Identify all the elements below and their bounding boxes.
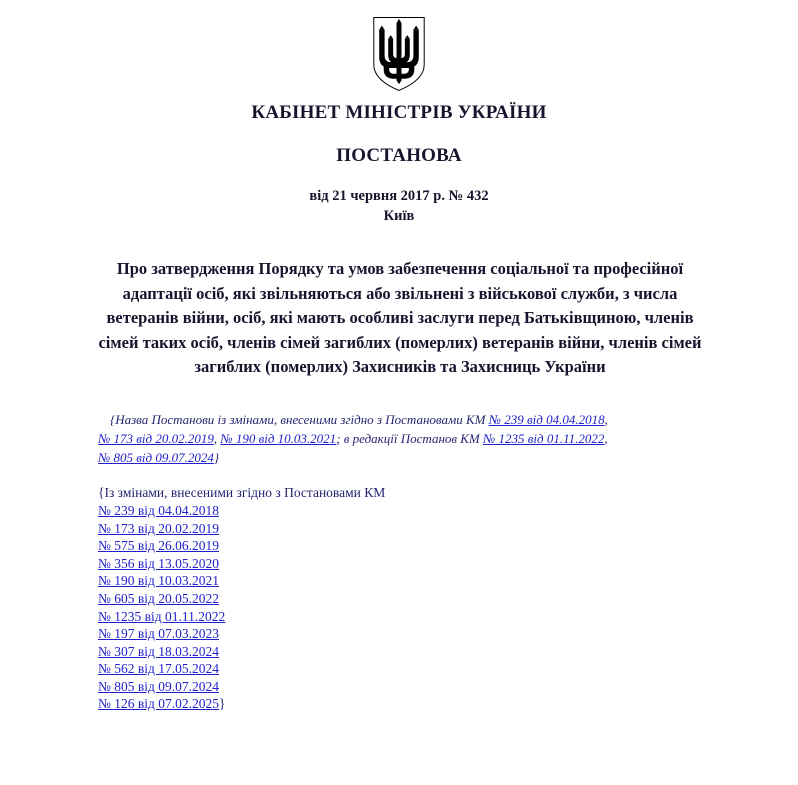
amendment-link-356[interactable]: № 356 від 13.05.2020 bbox=[98, 555, 219, 571]
amendment-list-lead: {Із змінами, внесеними згідно з Постановами КМ bbox=[98, 485, 386, 501]
emblem-container bbox=[0, 0, 798, 92]
amendment-note-link-805[interactable]: № 805 від 09.07.2024 bbox=[98, 450, 214, 466]
ukraine-coat-of-arms-trident-icon bbox=[372, 16, 426, 92]
amendment-list bbox=[98, 502, 798, 713]
list-item bbox=[98, 678, 798, 696]
amendment-note bbox=[0, 379, 798, 468]
amendment-note-link-239[interactable]: № 239 від 04.04.2018 bbox=[488, 412, 605, 428]
amendment-list-block bbox=[0, 468, 798, 713]
amendment-link-239[interactable]: № 239 від 04.04.2018 bbox=[98, 502, 219, 518]
amendment-note-open-brace: { bbox=[110, 412, 116, 428]
document-date-number: від 21 червня 2017 р. № 432 bbox=[309, 188, 489, 204]
amendment-link-605[interactable]: № 605 від 20.05.2022 bbox=[98, 590, 219, 606]
amendment-note-close-brace: } bbox=[213, 450, 220, 466]
list-item bbox=[98, 625, 798, 643]
document-city: Київ bbox=[383, 207, 415, 224]
page-title: Про затвердження Порядку та умов забезпечення соціальної та професійної адаптації осіб, які звільняються або звільнені з військової служби, з числа ветеранів війни, осіб, які мають особливі заслуги перед Батьківщиною, членів сімей таких осіб, членів сімей загиблих (померлих) ветеранів війни, членів сімей загиблих (померлих) Захисників та Захисниць України bbox=[98, 259, 702, 377]
amendment-link-805[interactable]: № 805 від 09.07.2024 bbox=[98, 678, 219, 694]
document-type: ПОСТАНОВА bbox=[336, 145, 462, 166]
organization-title: КАБІНЕТ МІНІСТРІВ УКРАЇНИ bbox=[251, 102, 547, 123]
list-item bbox=[98, 555, 798, 573]
amendment-link-1235[interactable]: № 1235 від 01.11.2022 bbox=[98, 608, 226, 624]
amendment-note-sep-1: , bbox=[604, 412, 608, 428]
list-item bbox=[98, 537, 798, 555]
list-item bbox=[98, 590, 798, 608]
amendment-note-link-1235[interactable]: № 1235 від 01.11.2022 bbox=[483, 431, 605, 447]
document-header bbox=[0, 92, 798, 225]
amendment-link-173[interactable]: № 173 від 20.02.2019 bbox=[98, 520, 219, 536]
list-item bbox=[98, 660, 798, 678]
amendment-link-126[interactable]: № 126 від 07.02.2025 bbox=[98, 696, 219, 712]
list-item bbox=[98, 643, 798, 661]
amendment-link-307[interactable]: № 307 від 18.03.2024 bbox=[98, 643, 219, 659]
amendment-note-text-2: ; в редакції Постанов КМ bbox=[336, 431, 483, 447]
list-item bbox=[98, 608, 798, 626]
amendment-link-190[interactable]: № 190 від 10.03.2021 bbox=[98, 573, 219, 589]
amendment-link-562[interactable]: № 562 від 17.05.2024 bbox=[98, 661, 219, 677]
amendment-link-197[interactable]: № 197 від 07.03.2023 bbox=[98, 626, 219, 642]
amendment-note-sep-3: , bbox=[604, 431, 608, 447]
list-item bbox=[98, 572, 798, 590]
amendment-link-575[interactable]: № 575 від 26.06.2019 bbox=[98, 538, 219, 554]
amendment-note-text-1: Назва Постанови із змінами, внесеними згідно з Постановами КМ bbox=[115, 412, 489, 428]
amendment-list-closing-brace: } bbox=[219, 696, 226, 712]
amendment-note-link-173[interactable]: № 173 від 20.02.2019 bbox=[98, 431, 214, 447]
list-item bbox=[98, 695, 798, 713]
list-item bbox=[98, 520, 798, 538]
list-item bbox=[98, 502, 798, 520]
amendment-note-sep-2: , bbox=[213, 431, 221, 447]
amendment-note-link-190[interactable]: № 190 від 10.03.2021 bbox=[220, 431, 337, 447]
